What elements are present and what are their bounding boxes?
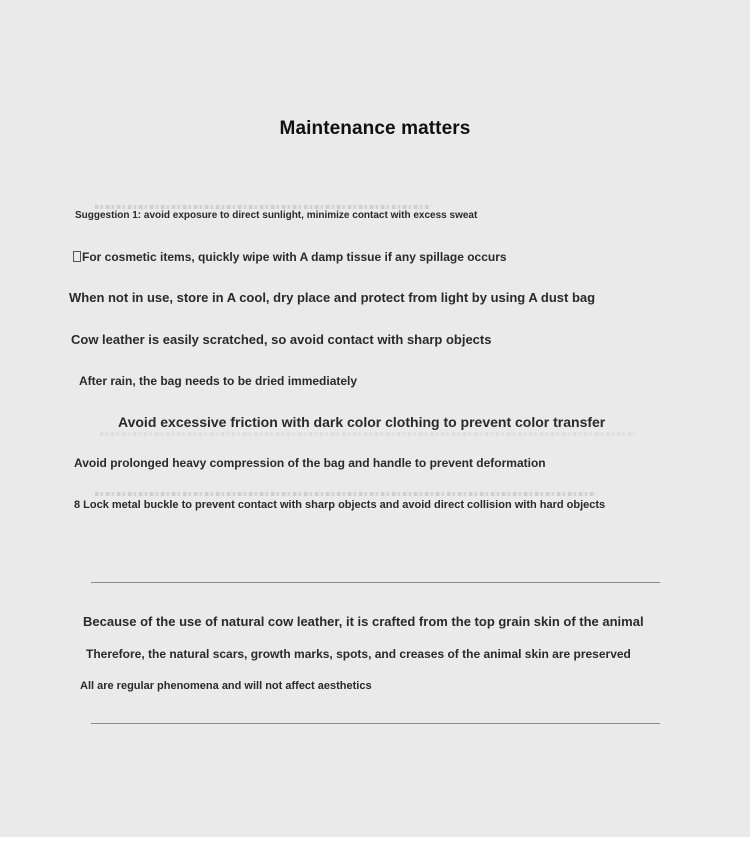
note-1: Because of the use of natural cow leather, it is crafted from the top grain skin of the animal: [83, 614, 644, 629]
tip-3: When not in use, store in A cool, dry place and protect from light by using A dust bag: [69, 290, 596, 305]
missing-glyph-icon: [73, 251, 81, 262]
page-title: Maintenance matters: [279, 118, 471, 139]
divider-top: [91, 582, 660, 583]
tip-8: 8 Lock metal buckle to prevent contact with sharp objects and avoid direct collision with hard objects: [74, 499, 606, 511]
tip-7: Avoid prolonged heavy compression of the bag and handle to prevent deformation: [74, 456, 546, 470]
tip-5: After rain, the bag needs to be dried immediately: [79, 374, 358, 388]
note-3: All are regular phenomena and will not affect aesthetics: [80, 680, 372, 692]
ghost-text-artifact: [95, 205, 430, 209]
ghost-text-artifact: [95, 492, 595, 496]
ghost-text-artifact: [100, 432, 635, 436]
tip-4: Cow leather is easily scratched, so avoid contact with sharp objects: [71, 332, 492, 347]
divider-bottom: [91, 723, 660, 724]
tip-2: [73, 250, 507, 264]
tip-6: Avoid excessive friction with dark color clothing to prevent color transfer: [118, 414, 606, 430]
tip-2-text: For cosmetic items, quickly wipe with A damp tissue if any spillage occurs: [82, 250, 507, 264]
note-2: Therefore, the natural scars, growth marks, spots, and creases of the animal skin are preserved: [86, 647, 631, 661]
tip-1: Suggestion 1: avoid exposure to direct sunlight, minimize contact with excess sweat: [75, 210, 478, 221]
